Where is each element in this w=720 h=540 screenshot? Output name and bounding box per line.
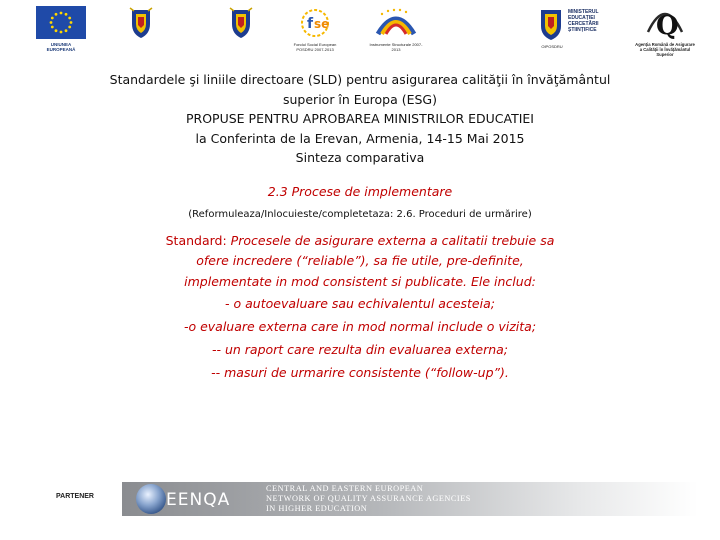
- structural-instruments-logo: [368, 6, 424, 62]
- aracis-letter: Q: [656, 11, 679, 41]
- enqa-line-3: IN HIGHER EDUCATION: [266, 504, 368, 513]
- standard-paragraph: [20, 231, 700, 293]
- globe-icon: [136, 484, 166, 514]
- enqa-line-2: NETWORK OF QUALITY ASSURANCE AGENCIES: [266, 494, 471, 503]
- romania-coat-of-arms-logo: [128, 6, 154, 40]
- ministry-education-logo: [536, 6, 616, 62]
- enqa-banner: [122, 482, 698, 516]
- eu-caption: UNIUNEA EUROPEANĂ: [46, 42, 76, 52]
- government-coat-of-arms-logo: [228, 6, 254, 40]
- coat-of-arms-icon: [228, 6, 254, 40]
- slide-content: [20, 70, 700, 384]
- svg-text:se: se: [314, 17, 330, 31]
- aracis-logo: [634, 2, 696, 68]
- title-block: [20, 70, 700, 168]
- standard-line-1: [20, 231, 700, 252]
- enqa-line-1: CENTRAL AND EASTERN EUROPEAN: [266, 484, 424, 493]
- coat-of-arms-icon: [128, 6, 154, 40]
- list-item: -- masuri de urmarire consistente (“follow-up”).: [211, 365, 509, 380]
- list-item: -- un raport care rezulta din evaluarea externa;: [211, 342, 509, 357]
- fse-emblem-icon: [290, 6, 340, 42]
- enqa-wordmark: EENQA: [166, 490, 231, 510]
- ministry-sub: OIPOSDRU: [541, 44, 563, 49]
- title-line-2: superior în Europa (ESG): [283, 91, 437, 107]
- eu-flag-logo: [36, 6, 86, 52]
- fse-caption: Fondul Social European POSDRU 2007-2013: [293, 42, 337, 52]
- standard-line-3: implementate in mod consistent si publicate. Ele includ:: [184, 273, 536, 289]
- aracis-caption: Agenția Română de Asigurare a Calității în Învățământul Superior: [635, 42, 695, 57]
- structural-instruments-icon: [368, 6, 424, 42]
- title-line-3: PROPUSE PENTRU APROBAREA MINISTRILOR EDUCATIEI: [186, 111, 534, 126]
- title-line-5: Sinteza comparativa: [295, 150, 425, 165]
- reformulation-note: (Reformuleaza/Inlocuieste/completetaza: 2.6. Proceduri de urmărire): [188, 208, 532, 220]
- ministry-name: MINISTERUL EDUCAȚIEI CERCETĂRII ȘTIINȚIFICE: [568, 9, 599, 33]
- standard-text-1: Procesele de asigurare externa a calitatii trebuie sa: [226, 232, 555, 248]
- fse-logo: [290, 6, 340, 62]
- standard-line-2: ofere incredere (“reliable”), sa fie utile, pre-definite,: [196, 253, 524, 268]
- section-heading: 2.3 Procese de implementare: [267, 183, 453, 199]
- enqa-description: [266, 484, 471, 514]
- eu-flag-icon: [36, 6, 86, 39]
- partner-label: PARTENER: [56, 493, 94, 500]
- coat-of-arms-icon: [536, 6, 566, 42]
- list-item: -o evaluare externa care in mod normal include o vizita;: [183, 319, 537, 334]
- title-line-1: Standardele şi liniile directoare (SLD) pentru asigurarea calităţii în învăţământul: [109, 72, 611, 87]
- svg-text:f: f: [307, 16, 314, 32]
- requirements-list: [20, 292, 700, 384]
- list-item: - o autoevaluare sau echivalentul acesteia;: [225, 296, 495, 311]
- is-caption: Instrumente Structurale 2007-2013: [369, 42, 423, 52]
- logo-strip: [0, 0, 720, 68]
- aracis-q-icon: [634, 2, 696, 42]
- title-line-4: la Conferinta de la Erevan, Armenia, 14-15 Mai 2015: [195, 130, 525, 146]
- standard-label: Standard:: [165, 232, 227, 248]
